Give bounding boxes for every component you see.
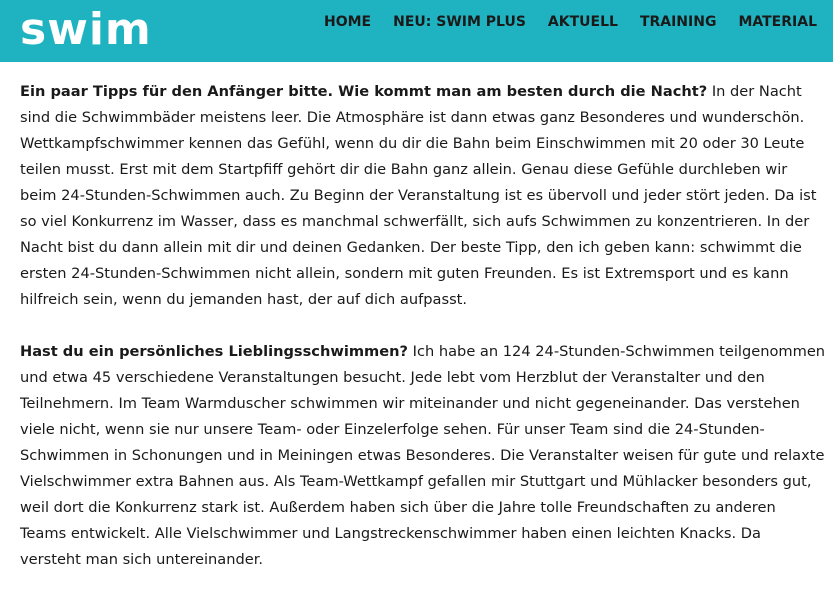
interview-answer: In der Nacht sind die Schwimmbäder meistens leer. Die Atmosphäre ist dann etwas ganz Besonderes und wunderschön. Wettkampfschwimmer kennen das Gefühl, wenn du dir die Bahn beim Einschwimmen mit 20 oder 30 Leute teilen musst. Erst mit dem Startpfiff gehört dir die Bahn ganz allein. Genau diese Gefühle durchleben wir beim 24-Stunden-Schwimmen auch. Zu Beginn der Veranstaltung ist es übervoll und jeder stört jeden. Da ist so viel Konkurrenz im Wasser, dass es manchmal schwerfällt, sich aufs Schwimmen zu konzentrieren. In der Nacht bist du dann allein mit dir und deinen Gedanken. Der beste Tipp, den ich geben kann: schwimmt die ersten 24-Stunden-Schwimmen nicht allein, sondern mit guten Freunden. Es ist Extremsport und es kann hilfreich sein, wenn du jemanden hast, der auf dich aufpasst. xyxy=(20,83,817,308)
nav-training[interactable]: TRAINING xyxy=(639,14,717,30)
interview-paragraph xyxy=(20,339,826,573)
interview-question: Hast du ein persönliches Lieblingsschwimmen? xyxy=(20,343,408,360)
nav-swim-plus[interactable]: NEU: SWIM PLUS xyxy=(393,14,526,30)
interview-question: Ein paar Tipps für den Anfänger bitte. Wie kommt man am besten durch die Nacht? xyxy=(20,83,708,100)
nav-home[interactable]: HOME xyxy=(324,14,372,30)
interview-paragraph xyxy=(20,79,826,313)
site-logo[interactable]: swim xyxy=(20,4,152,55)
site-header xyxy=(0,0,833,62)
interview-answer: Ich habe an 124 24-Stunden-Schwimmen teilgenommen und etwa 45 verschiedene Veranstaltungen besucht. Jede lebt vom Herzblut der Veranstalter und den Teilnehmern. Im Team Warmduscher schwimmen wir miteinander und nicht gegeneinander. Das verstehen viele nicht, wenn sie nur unsere Team- oder Einzelerfolge sehen. Für unser Team sind die 24-Stunden-Schwimmen in Schonungen und in Meiningen etwas Besonderes. Die Veranstalter weisen für gute und relaxte Vielschwimmer extra Bahnen aus. Als Team-Wettkampf gefallen mir Stuttgart und Mühlacker besonders gut, weil dort die Konkurrenz stark ist. Außerdem haben sich über die Jahre tolle Freundschaften zu anderen Teams entwickelt. Alle Vielschwimmer und Langstreckenschwimmer haben einen leichten Knacks. Da versteht man sich untereinander. xyxy=(20,343,826,568)
article-content xyxy=(20,79,826,599)
main-nav xyxy=(324,13,817,31)
nav-material[interactable]: MATERIAL xyxy=(738,14,817,30)
nav-aktuell[interactable]: AKTUELL xyxy=(547,14,618,30)
